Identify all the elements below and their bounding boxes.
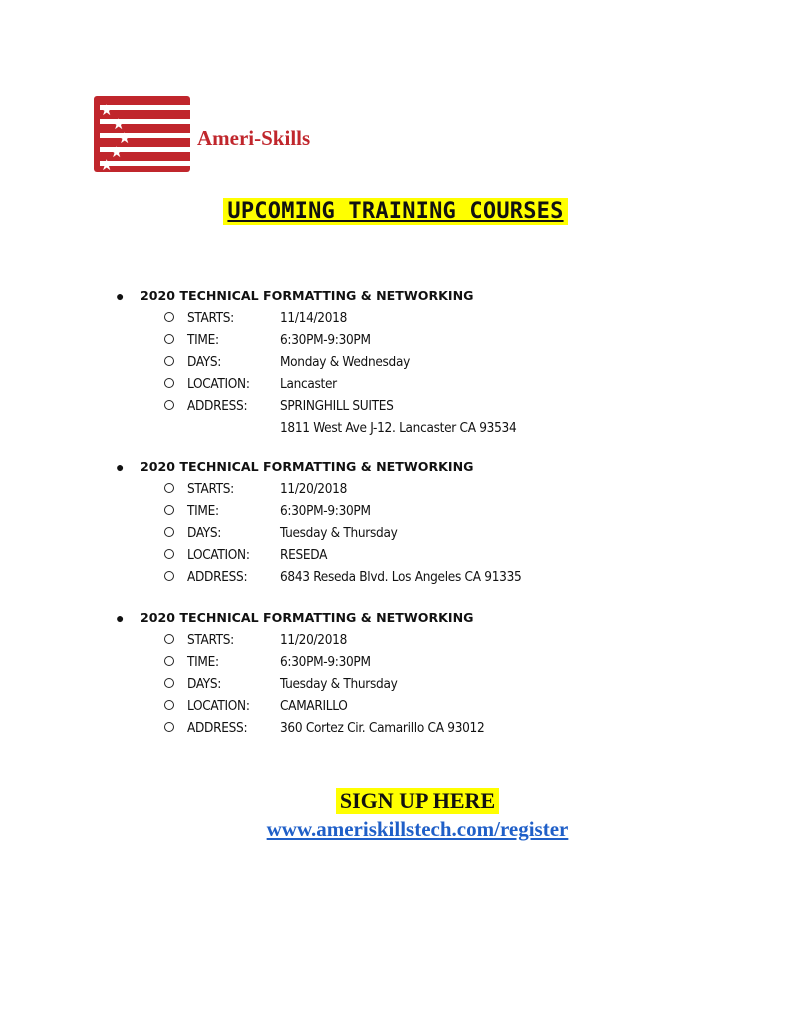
- circle-bullet-icon: [164, 378, 174, 388]
- detail-label: TIME:: [187, 332, 219, 348]
- detail-value: Tuesday & Thursday: [280, 676, 398, 692]
- svg-text:★: ★: [100, 101, 114, 119]
- logo: [94, 96, 334, 172]
- detail-label: STARTS:: [187, 481, 234, 497]
- detail-label: STARTS:: [187, 310, 234, 326]
- detail-label: LOCATION:: [187, 698, 250, 714]
- circle-bullet-icon: [164, 312, 174, 322]
- detail-value: Lancaster: [280, 376, 337, 392]
- detail-label: ADDRESS:: [187, 569, 248, 585]
- detail-value: 11/14/2018: [280, 310, 347, 326]
- detail-value: Monday & Wednesday: [280, 354, 410, 370]
- circle-bullet-icon: [164, 527, 174, 537]
- course-title: 2020 TECHNICAL FORMATTING & NETWORKING: [140, 459, 474, 474]
- circle-bullet-icon: [164, 549, 174, 559]
- bullet-icon: ●: [116, 288, 125, 304]
- sign-up-heading: SIGN UP HERE: [336, 788, 499, 814]
- detail-label: STARTS:: [187, 632, 234, 648]
- circle-bullet-icon: [164, 700, 174, 710]
- heading-container: [0, 198, 791, 225]
- detail-value: CAMARILLO: [280, 698, 348, 714]
- detail-value: 6:30PM-9:30PM: [280, 503, 371, 519]
- circle-bullet-icon: [164, 483, 174, 493]
- detail-label: ADDRESS:: [187, 398, 248, 414]
- detail-value: 1811 West Ave J-12. Lancaster CA 93534: [280, 420, 517, 436]
- detail-value: 6843 Reseda Blvd. Los Angeles CA 91335: [280, 569, 522, 585]
- detail-value: 360 Cortez Cir. Camarillo CA 93012: [280, 720, 485, 736]
- detail-label: TIME:: [187, 503, 219, 519]
- detail-value: 6:30PM-9:30PM: [280, 332, 371, 348]
- svg-text:★: ★: [110, 143, 124, 161]
- detail-label: ADDRESS:: [187, 720, 248, 736]
- brand-name: Ameri-Skills: [197, 126, 311, 150]
- course-title: 2020 TECHNICAL FORMATTING & NETWORKING: [140, 610, 474, 625]
- detail-value: 11/20/2018: [280, 632, 347, 648]
- detail-label: DAYS:: [187, 525, 222, 541]
- svg-text:★: ★: [112, 115, 126, 133]
- bullet-icon: ●: [116, 610, 125, 626]
- detail-value: Tuesday & Thursday: [280, 525, 398, 541]
- circle-bullet-icon: [164, 656, 174, 666]
- svg-text:★: ★: [100, 156, 114, 172]
- cta-container: [0, 788, 791, 814]
- page-title: UPCOMING TRAINING COURSES: [223, 198, 567, 225]
- circle-bullet-icon: [164, 400, 174, 410]
- flag-stars-stripes-icon: [94, 96, 190, 172]
- detail-label: LOCATION:: [187, 376, 250, 392]
- detail-value: RESEDA: [280, 547, 328, 563]
- circle-bullet-icon: [164, 722, 174, 732]
- circle-bullet-icon: [164, 334, 174, 344]
- svg-text:★: ★: [118, 129, 132, 147]
- bullet-icon: ●: [116, 459, 125, 475]
- detail-label: TIME:: [187, 654, 219, 670]
- circle-bullet-icon: [164, 571, 174, 581]
- course-title: 2020 TECHNICAL FORMATTING & NETWORKING: [140, 288, 474, 303]
- detail-label: LOCATION:: [187, 547, 250, 563]
- circle-bullet-icon: [164, 634, 174, 644]
- detail-value: SPRINGHILL SUITES: [280, 398, 394, 414]
- detail-value: 6:30PM-9:30PM: [280, 654, 371, 670]
- detail-label: DAYS:: [187, 676, 222, 692]
- circle-bullet-icon: [164, 678, 174, 688]
- circle-bullet-icon: [164, 356, 174, 366]
- circle-bullet-icon: [164, 505, 174, 515]
- detail-value: 11/20/2018: [280, 481, 347, 497]
- detail-label: DAYS:: [187, 354, 222, 370]
- link-container: [0, 817, 791, 842]
- register-link[interactable]: www.ameriskillstech.com/register: [266, 817, 569, 841]
